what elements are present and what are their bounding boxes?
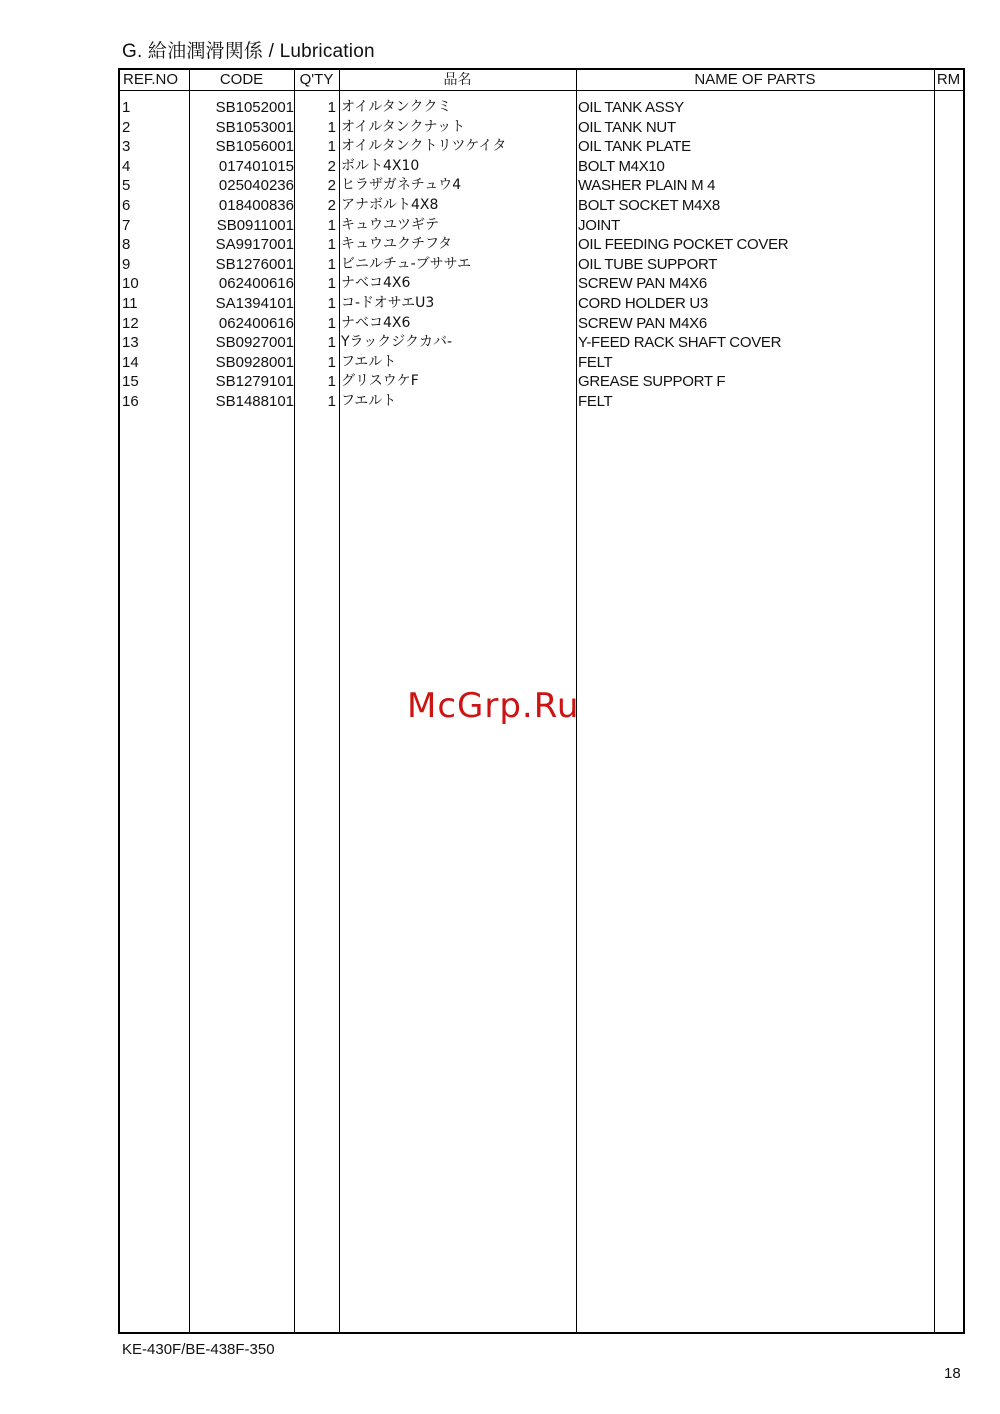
qty-cell: 1 (327, 295, 336, 312)
qty-cell: 1 (327, 373, 336, 391)
code-cell: SB1056001 (215, 138, 294, 156)
table-row (120, 353, 963, 373)
part-name-cell: WASHER PLAIN M 4 (578, 177, 716, 195)
page-number: 18 (944, 1365, 961, 1382)
code-cell: 018400836 (218, 197, 294, 214)
qty-cell: 1 (327, 118, 336, 136)
jp-name-cell: コ-ドオサエU3 (341, 295, 435, 311)
part-name-cell: FELT (578, 393, 613, 410)
footer-model: KE-430F/BE-438F-350 (122, 1341, 275, 1358)
ref-no-cell: 13 (122, 334, 139, 352)
part-name-cell: OIL FEEDING POCKET COVER (578, 236, 789, 254)
header-ref-no: REF.NO (123, 71, 179, 88)
table-row (120, 235, 963, 255)
ref-no-cell: 16 (122, 393, 139, 410)
part-name-cell: BOLT SOCKET M4X8 (578, 197, 720, 214)
watermark: McGrp.Ru (407, 686, 580, 726)
code-cell: SA1394101 (215, 295, 294, 312)
part-name-cell: OIL TUBE SUPPORT (578, 255, 718, 273)
code-cell: SB1279101 (215, 373, 294, 391)
table-row (120, 314, 963, 334)
part-name-cell: SCREW PAN M4X6 (578, 275, 707, 293)
part-name-cell: FELT (578, 353, 613, 371)
ref-no-cell: 8 (122, 236, 131, 254)
qty-cell: 1 (327, 314, 336, 332)
table-row (120, 137, 963, 157)
part-name-cell: SCREW PAN M4X6 (578, 314, 707, 332)
header-code: CODE (219, 71, 264, 88)
qty-cell: 1 (327, 275, 336, 293)
jp-name-cell: オイルタンクトリツケイタ (341, 138, 507, 155)
table-row (120, 98, 963, 118)
qty-cell: 1 (327, 393, 336, 410)
ref-no-cell: 12 (122, 314, 139, 332)
table-row (120, 118, 963, 138)
header-qty: Q'TY (299, 71, 334, 88)
part-name-cell: BOLT M4X10 (578, 157, 665, 175)
code-cell: 062400616 (218, 314, 294, 332)
qty-cell: 1 (327, 334, 336, 352)
ref-no-cell: 11 (122, 295, 138, 312)
part-name-cell: JOINT (578, 216, 620, 234)
jp-name-cell: ナベコ4X6 (341, 275, 411, 292)
qty-cell: 1 (327, 99, 336, 116)
part-name-cell: CORD HOLDER U3 (578, 295, 708, 312)
ref-no-cell: 10 (122, 275, 139, 293)
part-name-cell: GREASE SUPPORT F (578, 373, 726, 391)
table-row (120, 274, 963, 294)
part-name-cell: OIL TANK NUT (578, 118, 676, 136)
part-name-cell: OIL TANK ASSY (578, 99, 684, 116)
code-cell: SB0928001 (215, 353, 294, 371)
qty-cell: 2 (327, 197, 336, 214)
code-cell: SB0911001 (216, 216, 294, 234)
ref-no-cell: 14 (122, 353, 139, 371)
code-cell: SB1488101 (215, 393, 294, 410)
table-row (120, 333, 963, 353)
jp-name-cell: ヒラザガネチュウ4 (341, 177, 462, 194)
table-row (120, 294, 963, 314)
table-row (120, 196, 963, 216)
table-row (120, 157, 963, 177)
jp-name-cell: ボルト4X10 (341, 157, 420, 174)
jp-name-cell: キュウユクチフタ (341, 236, 453, 253)
qty-cell: 2 (327, 157, 336, 175)
code-cell: SA9917001 (215, 236, 294, 254)
jp-name-cell: グリスウケF (341, 373, 419, 390)
code-cell: SB1053001 (215, 118, 294, 136)
qty-cell: 1 (327, 353, 336, 371)
code-cell: 062400616 (218, 275, 294, 293)
header-jp-name: 品名 (443, 72, 472, 88)
qty-cell: 1 (327, 255, 336, 273)
jp-name-cell: キュウユツギテ (341, 216, 439, 233)
table-row (120, 216, 963, 236)
code-cell: 017401015 (218, 157, 294, 175)
jp-name-cell: ナベコ4X6 (341, 314, 411, 331)
ref-no-cell: 4 (122, 157, 131, 175)
part-name-cell: OIL TANK PLATE (578, 138, 691, 156)
code-cell: SB1052001 (215, 99, 294, 116)
ref-no-cell: 6 (122, 197, 131, 214)
ref-no-cell: 9 (122, 255, 131, 273)
jp-name-cell: Yラックジクカバ- (341, 334, 453, 351)
code-cell: SB1276001 (215, 255, 294, 273)
qty-cell: 1 (327, 236, 336, 254)
ref-no-cell: 15 (122, 373, 139, 391)
qty-cell: 1 (327, 138, 336, 156)
table-row (120, 255, 963, 275)
ref-no-cell: 2 (122, 118, 131, 136)
jp-name-cell: アナボルト4X8 (341, 197, 439, 213)
jp-name-cell: フエルト (341, 353, 397, 370)
ref-no-cell: 5 (122, 177, 131, 195)
header-divider (120, 90, 963, 91)
jp-name-cell: ビニルチュ-ブササエ (341, 255, 472, 272)
part-name-cell: Y-FEED RACK SHAFT COVER (578, 334, 782, 352)
ref-no-cell: 1 (122, 99, 131, 116)
code-cell: SB0927001 (215, 334, 294, 352)
jp-name-cell: オイルタンククミ (341, 99, 452, 115)
qty-cell: 1 (327, 216, 336, 234)
page-title: G. 給油潤滑関係 / Lubrication (122, 41, 375, 62)
table-row (120, 176, 963, 196)
ref-no-cell: 3 (122, 138, 131, 156)
table-row (120, 372, 963, 392)
jp-name-cell: フエルト (341, 393, 397, 409)
table-row (120, 392, 963, 412)
header-name-of-parts: NAME OF PARTS (694, 71, 816, 88)
header-rm: RM (936, 71, 961, 88)
code-cell: 025040236 (218, 177, 294, 195)
ref-no-cell: 7 (122, 216, 131, 234)
qty-cell: 2 (327, 177, 336, 195)
jp-name-cell: オイルタンクナット (341, 118, 466, 135)
